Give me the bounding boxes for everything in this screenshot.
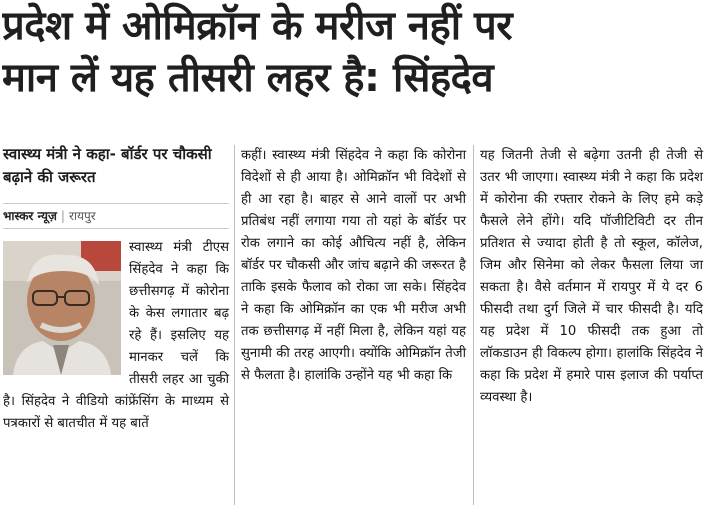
headline: [2, 0, 704, 104]
article-column-3: [480, 145, 703, 409]
portrait-photo: [3, 241, 121, 375]
column-divider-1: [234, 145, 235, 505]
byline-separator: |: [60, 209, 65, 223]
article-body-col1: [3, 237, 229, 435]
byline-agency: भास्कर न्यूज़: [3, 209, 57, 223]
article-column-1: [3, 143, 229, 435]
byline-city: रायपुर: [68, 209, 96, 223]
headline-line-2: मान लें यह तीसरी लहर है: सिंहदेव: [2, 55, 494, 101]
article-body-col3: यह जितनी तेजी से बढ़ेगा उतनी ही तेजी से उतर भी जाएगा। स्वास्थ्य मंत्री ने कहा कि प्रदेश में कोरोना की रफ्तार रोकने के लिए हमे कड़े फैसले लेने होंगे। यदि पॉजीटिविटी दर तीन प्रतिशत से ज्यादा होती है तो स्कूल, कॉलेज, जिम और सिनेमा को लेकर फैसला लिया जा सकता है। वैसे वर्तमान में रायपुर में ये दर 6 फीसदी तथा दुर्ग जिले में चार फीसदी है। यदि यह प्रदेश में 10 फीसदी तक हुआ तो लॉकडाउन ही विकल्प होगा। हालांकि सिंहदेव ने कहा कि प्रदेश में हमारे पास इलाज की पर्याप्त व्यवस्था है।: [480, 148, 703, 405]
article-body-col2: कहीं। स्वास्थ्य मंत्री सिंहदेव ने कहा कि कोरोना विदेशों से ही आया है। ओमिक्रॉन भी विदेशों से ही आ रहा है। बाहर से आने वालों पर अभी प्रतिबंध नहीं लगाया गया तो यहां के बॉर्डर पर रोक लगाने का कोई औचित्य नहीं है, लेकिन बॉर्डर पर चौकसी और जांच बढ़ाने की जरूरत है ताकि इसके फैलाव को रोका जा सके। सिंहदेव ने कहा कि ओमिक्रॉन का एक भी मरीज अभी तक छत्तीसगढ़ में नहीं मिला है, लेकिन यहां यह सुनामी की तरह आएगी। क्योंकि ओमिक्रॉन तेजी से फैलता है। हालांकि उन्होंने यह भी कहा कि: [241, 148, 466, 383]
portrait-photo-icon: [3, 241, 121, 375]
sub-headline: स्वास्थ्य मंत्री ने कहा- बॉर्डर पर चौकसी बढ़ाने की जरूरत: [3, 145, 212, 186]
byline: [3, 203, 229, 229]
article-column-2: [241, 145, 466, 387]
article-lead-text: स्वास्थ्य मंत्री टीएस सिंहदेव ने कहा कि छत्तीसगढ़ में कोरोना के केस लगातार बढ़ रहे हैं। इसलिए यह मानकर चलें कि तीसरी लहर आ चुकी है। सिंहदेव ने वीडियो कांफ्रेंसिंग के माध्यम से पत्रकारों से बातचीत में यह बातें: [3, 240, 229, 431]
column-divider-2: [473, 145, 474, 505]
headline-line-1: प्रदेश में ओमिक्रॉन के मरीज नहीं पर: [2, 3, 513, 49]
